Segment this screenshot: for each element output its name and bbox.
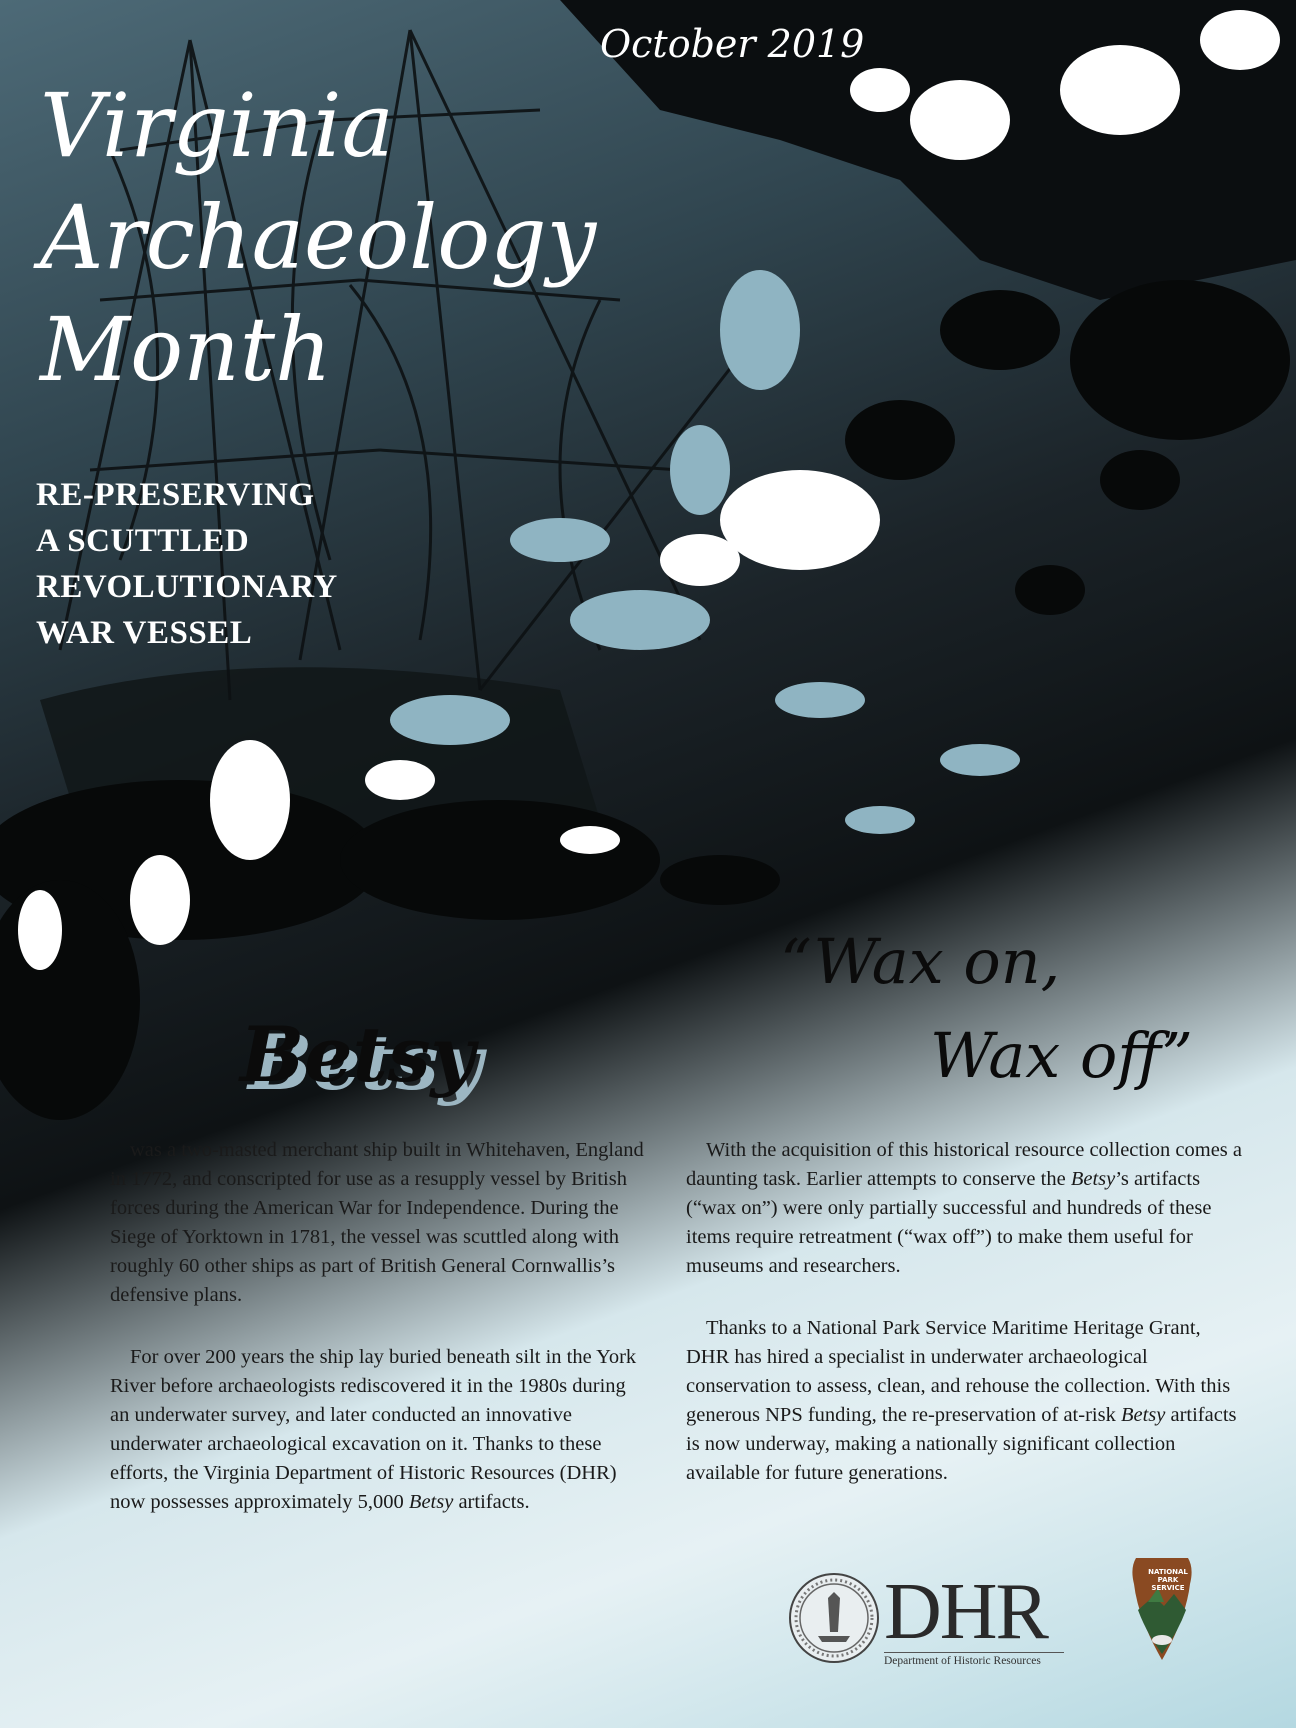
dhr-logo-letters: DHR	[884, 1568, 1047, 1656]
right-paragraph-2: Thanks to a National Park Service Maritime Heritage Grant, DHR has hired a specialist in underwater archaeological conservation to assess, clean, and rehouse the collection. With this generous NPS funding, the re-preservation of at-risk Betsy artifacts is now underway, making a nationally significant collection available for future generations.	[686, 1317, 1237, 1484]
left-column	[110, 1136, 650, 1550]
quote-line-2: Wax off”	[930, 1019, 1193, 1092]
betsy-heading: Betsy	[240, 1010, 475, 1099]
dhr-logo-name: Department of Historic Resources	[884, 1652, 1064, 1667]
right-paragraph-1: With the acquisition of this historical resource collection comes a daunting task. Earlier attempts to conserve the Betsy’s artifacts (“wax on”) were only partially successful and hundreds of these items require retreatment (“wax off”) to make them useful for museums and researchers.	[686, 1139, 1243, 1277]
nps-text-3: SERVICE	[1151, 1584, 1185, 1592]
subtitle	[36, 472, 396, 656]
virginia-seal-icon	[788, 1572, 880, 1664]
nps-text-1: NATIONAL	[1148, 1568, 1188, 1576]
subtitle-line-1: RE-PRESERVING	[36, 477, 315, 513]
title-line-3: Month	[40, 298, 332, 401]
nps-arrowhead-icon	[1124, 1558, 1200, 1660]
wax-quote	[780, 915, 1260, 1103]
left-paragraph-1: was a two-masted merchant ship built in Whitehaven, England in 1772, and conscripted for use as a resupply vessel by British forces during the American War for Independence. During the Siege of Yorktown in 1781, the vessel was scuttled along with roughly 60 other ships as part of British General Cornwallis’s defensive plans.	[110, 1139, 644, 1306]
nps-text-2: PARK	[1157, 1576, 1179, 1584]
dhr-logo	[884, 1568, 1064, 1667]
title-line-1: Virginia	[40, 74, 394, 177]
subtitle-line-3: REVOLUTIONARY	[36, 569, 338, 605]
issue-date: October 2019	[600, 22, 865, 66]
subtitle-line-2: A SCUTTLED	[36, 523, 250, 559]
right-column	[686, 1136, 1246, 1521]
quote-line-1: “Wax on,	[780, 925, 1061, 998]
left-paragraph-2: For over 200 years the ship lay buried beneath silt in the York River before archaeologists rediscovered it in the 1980s during an underwater survey, and later conducted an innovative underwater archaeological excavation on it. Thanks to these efforts, the Virginia Department of Historic Resources (DHR) now possesses approximately 5,000 Betsy artifacts.	[110, 1346, 637, 1513]
title-line-2: Archaeology	[40, 186, 597, 289]
page-title	[40, 70, 700, 406]
subtitle-line-4: WAR VESSEL	[36, 615, 253, 651]
